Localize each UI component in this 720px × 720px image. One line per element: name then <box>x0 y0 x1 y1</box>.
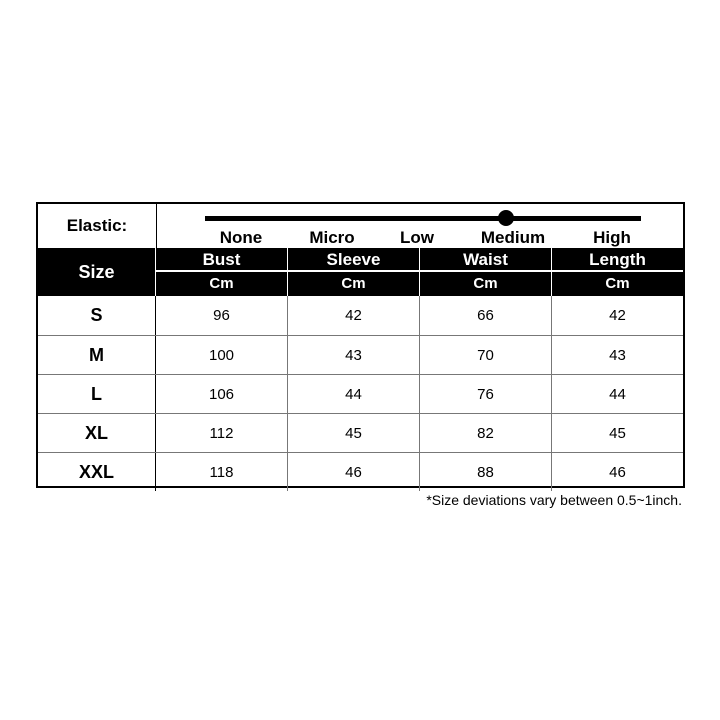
size-column-header: Size <box>38 248 156 296</box>
column-name: Bust <box>156 248 287 272</box>
table-row <box>38 374 683 413</box>
size-cell: XL <box>38 414 156 452</box>
elastic-level-micro: Micro <box>309 228 355 247</box>
value-cell-sleeve: 44 <box>288 375 420 413</box>
elastic-level-medium: Medium <box>480 228 546 247</box>
size-chart <box>36 202 685 488</box>
column-name: Sleeve <box>288 248 419 272</box>
value-cell-waist: 76 <box>420 375 552 413</box>
value-cell-waist: 82 <box>420 414 552 452</box>
column-unit: Cm <box>209 275 234 292</box>
value-cell-sleeve: 42 <box>288 296 420 335</box>
value-cell-waist: 88 <box>420 453 552 491</box>
value-cell-sleeve: 46 <box>288 453 420 491</box>
value-cell-sleeve: 43 <box>288 336 420 374</box>
size-cell: S <box>38 296 156 335</box>
column-unit: Cm <box>605 275 630 292</box>
table-row <box>38 413 683 452</box>
column-name: Length <box>552 248 683 272</box>
column-header-sleeve <box>288 248 420 296</box>
table-header <box>38 248 683 296</box>
size-cell: M <box>38 336 156 374</box>
column-unit: Cm <box>341 275 366 292</box>
elastic-scale-track <box>205 216 641 221</box>
size-cell: L <box>38 375 156 413</box>
table-row <box>38 335 683 374</box>
value-cell-bust: 96 <box>156 296 288 335</box>
size-cell: XXL <box>38 453 156 491</box>
column-name: Waist <box>420 248 551 272</box>
value-cell-sleeve: 45 <box>288 414 420 452</box>
value-cell-bust: 100 <box>156 336 288 374</box>
column-header-bust <box>156 248 288 296</box>
elastic-level-high: High <box>593 228 631 247</box>
elastic-level-none: None <box>219 228 263 247</box>
value-cell-bust: 118 <box>156 453 288 491</box>
value-cell-waist: 70 <box>420 336 552 374</box>
elastic-label: Elastic: <box>38 204 157 248</box>
column-header-waist <box>420 248 552 296</box>
value-cell-bust: 106 <box>156 375 288 413</box>
value-cell-waist: 66 <box>420 296 552 335</box>
column-unit: Cm <box>473 275 498 292</box>
value-cell-length: 44 <box>609 385 626 403</box>
column-header-length <box>552 248 683 296</box>
value-cell-length: 45 <box>609 424 626 442</box>
elastic-level-marker <box>498 210 514 226</box>
value-cell-length: 46 <box>609 463 626 481</box>
table-row <box>38 296 683 335</box>
elastic-row <box>38 204 683 248</box>
value-cell-bust: 112 <box>156 414 288 452</box>
value-cell-length: 43 <box>609 346 626 364</box>
elastic-level-low: Low <box>400 228 434 247</box>
table-row <box>38 452 683 491</box>
footnote: *Size deviations vary between 0.5~1inch. <box>426 492 682 508</box>
value-cell-length: 42 <box>609 307 626 324</box>
